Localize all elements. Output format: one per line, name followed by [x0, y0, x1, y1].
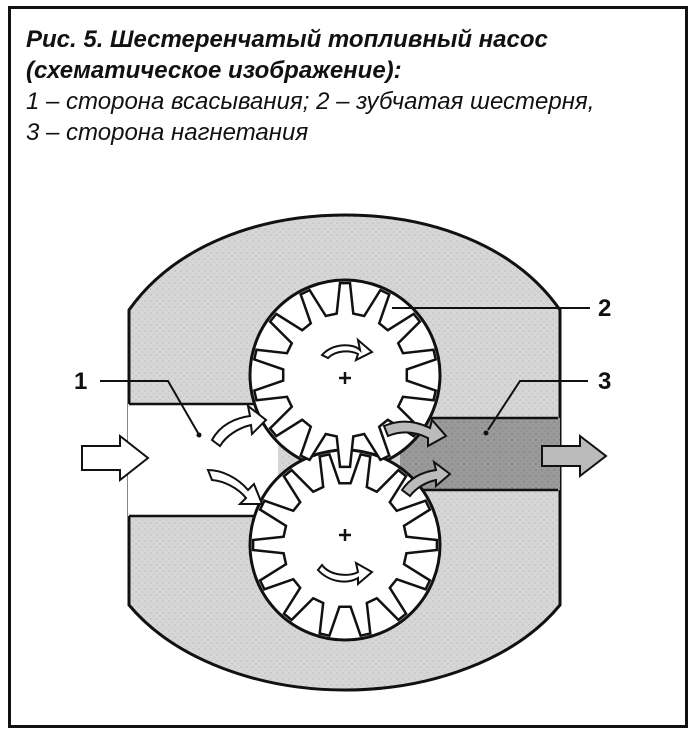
callout-1-dot: [197, 433, 202, 438]
callout-label-2: 2: [598, 295, 612, 322]
caption-title: Рис. 5. Шестеренчатый топливный насос: [26, 26, 548, 53]
callout-label-1: 1: [74, 368, 88, 395]
caption-legend-line2: 3 – сторона нагнетания: [26, 119, 309, 146]
callout-3-dot: [484, 431, 489, 436]
callout-label-3: 3: [598, 368, 612, 395]
caption-legend-line1: 1 – сторона всасывания; 2 – зубчатая шестерня,: [26, 88, 595, 115]
caption-subtitle: (схематическое изображение):: [26, 57, 402, 84]
